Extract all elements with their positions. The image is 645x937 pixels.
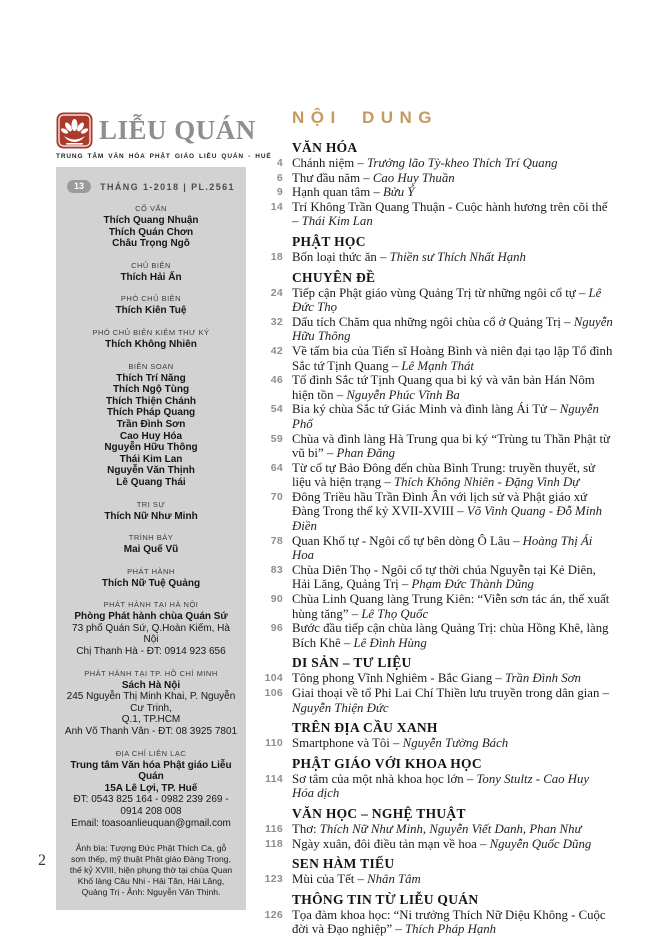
toc-entry: [253, 200, 613, 229]
toc-entry: [253, 432, 613, 461]
toc-entry-author: Tony Stultz - Cao Huy Hóa dịch: [292, 771, 590, 801]
toc-entry-page: 90: [270, 593, 283, 606]
toc-entry-title: Tiếp cận Phật giáo vùng Quảng Trị từ những ngôi cổ tự: [292, 285, 576, 300]
toc-section: [253, 140, 613, 229]
toc-section: [253, 756, 613, 801]
toc-entry-text: [292, 200, 613, 229]
toc-entry-text: [292, 772, 613, 801]
toc-section: [253, 655, 613, 715]
sidebar-line: Thích Không Nhiên: [105, 338, 197, 350]
toc-entry-text: [292, 286, 613, 315]
toc-entry-author: Nguyễn Hữu Thông: [292, 314, 613, 344]
toc-entry-author: Lê Mạnh Thát: [401, 358, 474, 373]
toc-entry-page: 110: [265, 737, 283, 750]
toc-entry: [253, 772, 613, 801]
sidebar-line: Phòng Phát hành chùa Quán Sứ: [74, 611, 228, 623]
sidebar-section-label: PHÁT HÀNH TẠI HÀ NỘI: [103, 600, 199, 610]
masthead-staff-list: [64, 204, 238, 829]
toc-entry-page: 59: [270, 432, 283, 445]
toc-entry: [253, 344, 613, 373]
sidebar-line: Thái Kim Lan: [119, 453, 183, 465]
toc-entry-text: [292, 373, 613, 402]
sidebar-line: Nguyễn Văn Thịnh: [107, 465, 195, 477]
toc-entry: [253, 461, 613, 490]
toc-entry-separator: –: [381, 475, 394, 490]
sidebar-section-label: PHÁT HÀNH TẠI TP. HỒ CHÍ MINH: [84, 668, 218, 678]
toc-section-heading: DI SẢN – TƯ LIỆU: [292, 655, 412, 671]
toc-entry-separator: –: [323, 446, 337, 461]
toc-entry-separator: –: [354, 872, 368, 887]
toc-entry-author: Nguyễn Quốc Dũng: [489, 836, 592, 851]
sidebar-section-label: BIÊN SOẠN: [128, 361, 174, 371]
sidebar-line: Email: toasoanlieuquan@gmail.com: [71, 817, 231, 829]
toc-entry-text: [292, 837, 613, 852]
sidebar-section-label: ĐỊA CHỈ LIÊN LẠC: [115, 748, 187, 758]
sidebar-line: Lê Quang Thái: [116, 476, 186, 488]
toc-entry-title: Chánh niệm: [292, 156, 355, 170]
toc-entry-separator: –: [509, 533, 523, 548]
toc-entry: [253, 286, 613, 315]
toc-entry-separator: –: [360, 170, 373, 185]
toc-entry-author: Lê Thọ Quốc: [361, 606, 429, 621]
toc-section: [253, 806, 613, 851]
toc-entry-text: [292, 534, 613, 563]
toc-entry-title: Dấu tích Chăm qua những ngôi chùa cổ ở Quảng Trị: [292, 314, 561, 329]
toc-entry: [253, 592, 613, 621]
toc-entry-page: 96: [270, 622, 283, 635]
issue-number-badge: 13: [67, 180, 91, 193]
toc-entry-text: [292, 490, 613, 534]
toc-entry-title: Smartphone và Tôi: [292, 736, 390, 751]
toc-entry-title: Về tấm bia của Tiến sĩ Hoàng Bình và niên đại tạo lập Tổ đình Sắc tứ Tịnh Quang: [292, 343, 613, 373]
toc-entry-page: 32: [270, 315, 283, 328]
toc-entry-text: [292, 822, 613, 837]
toc-entry-separator: –: [389, 736, 403, 751]
toc-entry-separator: –: [398, 577, 412, 592]
toc-entry-page: 116: [265, 822, 283, 835]
toc-entry-author: Nguyễn Phúc Vĩnh Ba: [346, 387, 460, 402]
page-number: 2: [38, 852, 46, 869]
toc-entry-separator: –: [575, 285, 589, 300]
toc-entry-separator: –: [476, 836, 490, 851]
toc-section-heading: PHẬT GIÁO VỚI KHOA HỌC: [292, 755, 482, 771]
toc-entry-title: Giai thoại về tổ Phi Lai Chí Thiền lưu truyền trong dân gian: [292, 686, 600, 700]
table-of-contents: [253, 108, 613, 937]
toc-entry-page: 83: [270, 563, 283, 576]
toc-entry-title: Tông phong Vĩnh Nghiêm - Bắc Giang: [292, 671, 493, 686]
toc-entry-page: 4: [276, 157, 283, 169]
toc-entry-text: [292, 315, 613, 344]
toc-entry-separator: –: [599, 686, 609, 700]
toc-entry-author: Thái Kim Lan: [301, 214, 373, 229]
sidebar-line: Thích Nữ Tuệ Quảng: [101, 577, 201, 589]
sidebar-line: 15A Lê Lợi, TP. Huế: [104, 782, 198, 794]
toc-entry-title: Tổ đình Sắc tứ Tịnh Quang qua bi ký và văn bản Hán Nôm hiện tồn: [292, 373, 595, 402]
toc-entry: [253, 373, 613, 402]
masthead-column: [38, 112, 272, 910]
toc-entry-page: 42: [270, 344, 283, 357]
toc-entry-author: Bửu Ý: [382, 185, 415, 200]
toc-entry-title: Trí Không Trần Quang Thuận - Cuộc hành hương trên cõi thế: [292, 199, 608, 214]
toc-entry-title: Chùa và đình làng Hà Trung qua bi ký “Trùng tu Thần Phật từ vũ bi”: [292, 431, 610, 461]
toc-entry-page: 118: [265, 837, 283, 850]
sidebar-line: Thích Quang Nhuận: [103, 215, 199, 226]
toc-entry-title: Đông Triều hầu Trần Đình Ân với lịch sử và Phật giáo xứ Đàng Trong thế kỷ XVII-XVIII: [292, 489, 588, 519]
sidebar-line: Thích Thiện Chánh: [106, 395, 196, 407]
toc-entry-author: Nguyễn Tường Bách: [402, 736, 509, 751]
toc-section: [253, 720, 613, 751]
toc-entry-author: Trần Đình Sơn: [505, 671, 581, 686]
sidebar-section-label: TRÌNH BÀY: [128, 533, 174, 543]
toc-section-heading: CHUYÊN ĐỀ: [292, 269, 376, 285]
toc-entry: [253, 736, 613, 751]
toc-entry-title: Hạnh quan tâm: [292, 185, 371, 200]
toc-entry-text: [292, 908, 613, 937]
toc-entry-separator: –: [560, 314, 574, 329]
sidebar-line: Anh Võ Thanh Vân - ĐT: 08 3925 7801: [64, 726, 238, 738]
toc-entry-title: Bước đầu tiếp cận chùa làng Quảng Trị: chùa Hồng Khê, làng Bích Khê: [292, 621, 609, 650]
toc-entry-separator: –: [340, 635, 354, 650]
toc-entry-separator: –: [388, 358, 402, 373]
toc-entry-page: 18: [270, 250, 283, 263]
toc-entry-author: Phạm Đức Thành Dũng: [411, 577, 534, 592]
toc-entry-text: [292, 402, 613, 431]
toc-section: [253, 234, 613, 265]
sidebar-line: Thích Quán Chơn: [108, 226, 194, 238]
toc-entry-page: 46: [270, 374, 283, 387]
toc-entry-page: 54: [270, 403, 283, 416]
sidebar-line: Mai Quế Vũ: [123, 544, 179, 556]
sidebar-section-label: PHÓ CHỦ BIÊN KIÊM THƯ KÝ: [92, 327, 210, 337]
toc-entry: [253, 185, 613, 200]
toc-entry-separator: –: [546, 402, 560, 417]
sidebar-line: ĐT: 0543 825 164 - 0982 239 269 - 0914 208 008: [73, 794, 229, 817]
toc-entry-title: Mùi của Tết: [292, 872, 355, 887]
toc-entry-page: 9: [276, 186, 283, 199]
toc-section-heading: VĂN HỌC – NGHỆ THUẬT: [292, 805, 466, 821]
sidebar-line: Thích Pháp Quang: [106, 407, 196, 419]
toc-entry-title: Thơ:: [292, 821, 317, 836]
issue-info-row: [64, 180, 238, 193]
magazine-tagline: TRUNG TÂM VĂN HÓA PHẬT GIÁO LIỄU QUÁN - HUẾ: [56, 153, 272, 160]
toc-entry-title: Chùa Diên Thọ - Ngôi cổ tự thời chúa Nguyễn tại Kẻ Diên, Hải Lăng, Quảng Trị: [292, 562, 596, 592]
toc-entry-author: Trưởng lão Tỳ-kheo Thích Trí Quang: [367, 156, 558, 170]
cover-photo-note: Ảnh bìa: Tượng Đức Phật Thích Ca, gỗ sơn thếp, mỹ thuật Phật giáo Đàng Trong, thế kỷ XVIII, hiện phụng thờ tại chùa Quan Khố làng Câu Nhi - Hải Tân, Hải Lăng, Quảng Trị - Ảnh: Nguyễn Văn Thịnh.: [69, 843, 233, 898]
lotus-logo-icon: [56, 112, 93, 149]
toc-entry-author: Lê Đình Hùng: [353, 635, 427, 650]
toc-entry-page: 114: [265, 772, 283, 785]
toc-section-heading: TRÊN ĐỊA CẦU XANH: [292, 720, 438, 736]
sidebar-line: Q.1, TP.HCM: [121, 714, 181, 726]
toc-entry-author: Thích Pháp Hạnh: [405, 922, 497, 937]
sidebar-section-label: TRỊ SỰ: [136, 499, 166, 509]
toc-entry: [253, 686, 613, 715]
toc-entry-title: Sơ tâm của một nhà khoa học lớn: [292, 771, 464, 786]
toc-entry-text: [292, 185, 613, 200]
sidebar-line: 245 Nguyễn Thị Minh Khai, P. Nguyễn Cư Trinh,: [66, 691, 236, 714]
toc-entry-text: [292, 736, 613, 751]
sidebar-line: Cao Huy Hóa: [119, 430, 183, 442]
toc-entry: [253, 621, 613, 650]
toc-entry-separator: –: [292, 214, 302, 229]
toc-entry-page: 104: [264, 672, 283, 685]
sidebar-section-label: CHỦ BIÊN: [131, 260, 171, 270]
toc-entry-text: [292, 250, 613, 265]
toc-entry-author: Thích Nữ Như Minh, Nguyễn Viết Danh, Phan Như: [319, 821, 582, 836]
toc-entry-author: Thiền sư Thích Nhất Hạnh: [389, 249, 526, 264]
sidebar-line: Thích Hải Ấn: [120, 271, 182, 283]
toc-title: NỘI DUNG: [292, 108, 438, 127]
toc-entry-author: Hoàng Thị Ái Hoa: [292, 533, 593, 563]
toc-entry-title: Ngày xuân, đôi điều tản mạn về hoa: [292, 836, 477, 851]
toc-entry-separator: –: [392, 922, 406, 937]
toc-section: [253, 892, 613, 937]
toc-entry-author: Phan Đăng: [336, 446, 396, 461]
toc-entry: [253, 908, 613, 937]
toc-entry-page: 106: [264, 687, 283, 699]
toc-entry-separator: –: [354, 156, 367, 170]
toc-entry-page: 64: [270, 461, 283, 474]
toc-entry: [253, 171, 613, 186]
toc-sections: [253, 140, 613, 937]
toc-entry-author: Lê Đức Thọ: [292, 285, 602, 315]
toc-entry-author: Võ Vinh Quang - Đỗ Minh Điền: [292, 504, 603, 534]
magazine-title: LIỄU QUÁN: [99, 115, 256, 145]
toc-entry-text: [292, 156, 613, 171]
sidebar-section-label: PHÓ CHỦ BIÊN: [120, 294, 182, 304]
toc-entry-author: Nguyễn Thiện Đức: [292, 700, 389, 715]
toc-entry-text: [292, 671, 613, 686]
toc-entry-page: 78: [270, 534, 283, 547]
toc-entry-author: Nguyễn Phố: [292, 402, 599, 431]
toc-entry: [253, 872, 613, 887]
toc-entry-text: [292, 621, 613, 650]
sidebar-line: Sách Hà Nội: [121, 679, 181, 691]
toc-entry-text: [292, 171, 613, 186]
sidebar-line: Nguyễn Hữu Thông: [104, 442, 198, 454]
toc-section-heading: VĂN HÓA: [292, 140, 358, 155]
toc-entry-separator: –: [348, 606, 362, 621]
toc-entry-text: [292, 592, 613, 621]
toc-entry-title: Quan Khố tự - Ngôi cổ tự bên dòng Ô Lâu: [292, 533, 510, 548]
toc-section-heading: THÔNG TIN TỪ LIỄU QUÁN: [292, 891, 479, 907]
toc-entry-author: Nhân Tâm: [367, 872, 421, 887]
toc-section: [253, 856, 613, 887]
masthead-box: [56, 167, 246, 910]
toc-entry-author: Cao Huy Thuần: [372, 170, 455, 185]
toc-entry-page: 24: [270, 286, 283, 299]
toc-entry-text: [292, 344, 613, 373]
toc-entry: [253, 837, 613, 852]
toc-entry-text: [292, 563, 613, 592]
toc-section-heading: PHẬT HỌC: [292, 233, 366, 249]
toc-entry-text: [292, 432, 613, 461]
toc-entry-separator: –: [492, 671, 506, 686]
toc-entry-separator: –: [333, 387, 347, 402]
toc-entry-title: Thư đầu năm: [292, 170, 361, 185]
sidebar-line: Chị Thanh Hà - ĐT: 0914 923 656: [76, 646, 226, 658]
toc-entry-separator: –: [370, 185, 383, 200]
toc-entry-page: 6: [276, 171, 283, 184]
toc-entry-separator: –: [463, 771, 477, 786]
magazine-logo: [56, 112, 256, 149]
toc-entry: [253, 563, 613, 592]
toc-entry-title: Chùa Linh Quang làng Trung Kiên: “Viễn sơn tác án, thế xuất hùng tăng”: [292, 592, 610, 621]
toc-entry: [253, 671, 613, 686]
toc-entry-author: Thích Không Nhiên - Đặng Vinh Dự: [394, 475, 580, 490]
sidebar-line: Thích Trí Năng: [116, 372, 186, 384]
sidebar-line: Trần Đình Sơn: [116, 418, 186, 430]
toc-entry-title: Bia ký chùa Sắc tứ Giác Minh và đình làng Ái Tử: [292, 402, 547, 417]
toc-entry: [253, 402, 613, 431]
sidebar-section-label: CỐ VẤN: [135, 204, 167, 213]
toc-entry-page: 70: [270, 490, 283, 503]
sidebar-line: 73 phố Quán Sứ, Q.Hoàn Kiếm, Hà Nội: [72, 622, 230, 646]
toc-entry: [253, 534, 613, 563]
toc-entry-text: [292, 686, 613, 715]
toc-entry: [253, 156, 613, 171]
toc-entry-page: 14: [270, 200, 283, 213]
toc-entry-page: 123: [264, 873, 283, 886]
sidebar-line: Thích Nữ Như Minh: [104, 510, 198, 522]
sidebar-line: Châu Trọng Ngô: [112, 238, 190, 250]
toc-entry-text: [292, 872, 613, 887]
toc-entry: [253, 250, 613, 265]
toc-entry: [253, 822, 613, 837]
toc-entry: [253, 490, 613, 534]
toc-entry-page: 126: [264, 908, 283, 921]
toc-entry-title: Tọa đàm khoa học: “Ni trưởng Thích Nữ Diệu Không - Cuộc đời và Đạo nghiệp”: [292, 907, 606, 937]
sidebar-section-label: PHÁT HÀNH: [127, 566, 175, 576]
sidebar-line: Trung tâm Văn hóa Phật giáo Liễu Quán: [70, 759, 232, 783]
toc-entry-title: Bốn loại thức ăn: [292, 249, 377, 264]
sidebar-line: Thích Kiên Tuệ: [115, 305, 187, 317]
sidebar-line: Thích Ngộ Tùng: [112, 384, 190, 396]
toc-entry: [253, 315, 613, 344]
toc-section-heading: SEN HÀM TIẾU: [292, 856, 395, 872]
toc-entry-separator: –: [454, 504, 467, 519]
toc-entry-title: Từ cổ tự Bảo Đông đến chùa Bình Trung: truyền thuyết, sử liệu và hiện trạng: [292, 460, 596, 490]
toc-entry-separator: –: [376, 249, 390, 264]
toc-entry-text: [292, 461, 613, 490]
issue-date-label: THÁNG 1-2018 | PL.2561: [100, 181, 235, 192]
toc-section: [253, 270, 613, 651]
